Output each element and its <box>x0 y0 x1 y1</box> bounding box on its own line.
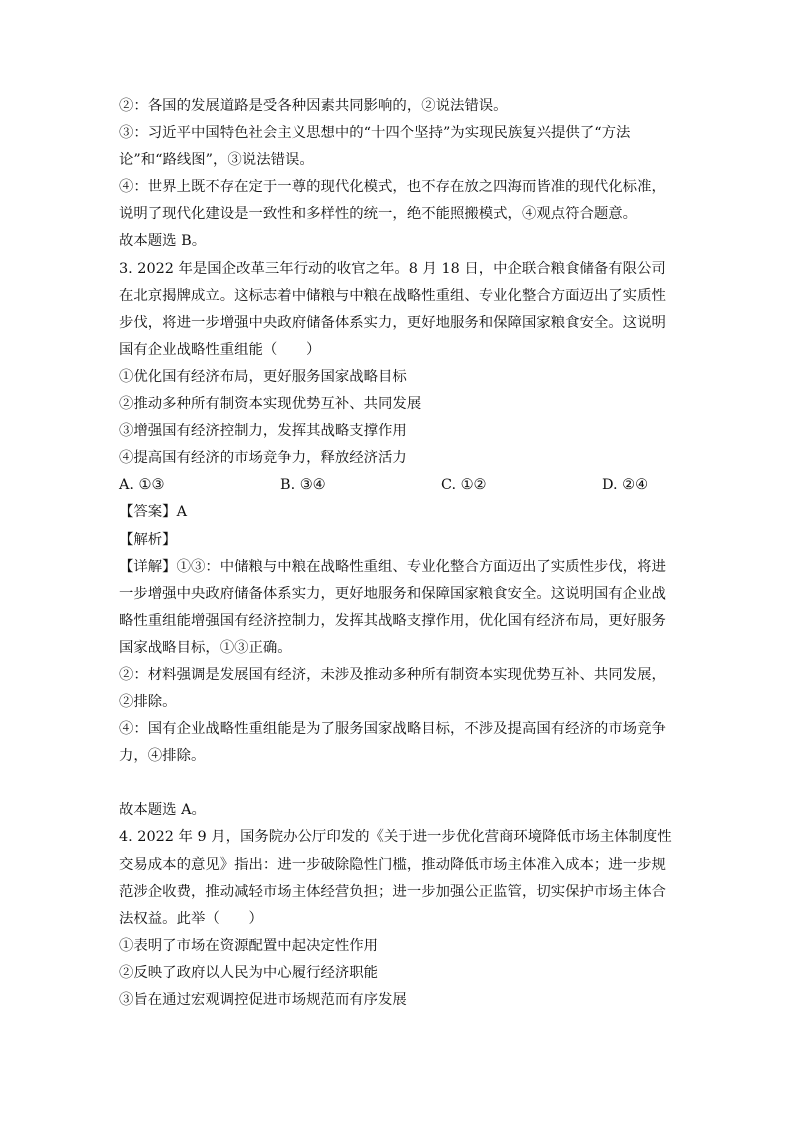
blank-line <box>119 770 679 797</box>
conclusion-q2: 故本题选 B。 <box>119 233 207 250</box>
analysis-line-3: ③：习近平中国特色社会主义思想中的“十四个坚持”为实现民族复兴提供了“方法论”和“路线图”，③说法错误。 <box>119 125 631 169</box>
document-body <box>119 93 679 1014</box>
q3-item-3: ③增强国有经济控制力，发挥其战略支撑作用 <box>119 423 407 440</box>
q3-option-a: A. ①③ <box>119 477 165 494</box>
q3-item-1: ①优化国有经济布局，更好服务国家战略目标 <box>119 368 407 385</box>
q3-item-4: ④提高国有经济的市场竞争力，释放经济活力 <box>119 450 407 467</box>
q3-option-b: B. ③④ <box>280 477 326 494</box>
q3-detail: 【详解】①③：中储粮与中粮在战略性重组、专业化整合方面迈出了实质性步伐，将进一步增强中央政府储备体系实力，更好地服务和保障国家粮食安全。这说明国有企业战略性重组能增强国有经济控制力，发挥其战略支撑作用，优化国有经济布局，更好服务国家战略目标，①③正确。 <box>119 558 666 656</box>
q4-item-2: ②反映了政府以人民为中心履行经济职能 <box>119 964 379 981</box>
q3-option-c: C. ①② <box>441 477 487 494</box>
q3-analysis-2: ②：材料强调是发展国有经济，未涉及推动多种所有制资本实现优势互补、共同发展，②排除。 <box>119 666 666 711</box>
q4-item-1: ①表明了市场在资源配置中起决定性作用 <box>119 937 379 954</box>
question-3-stem: 3. 2022 年是国企改革三年行动的收官之年。8 月 18 日，中企联合粮食储备有限公司在北京揭牌成立。这标志着中储粮与中粮在战略性重组、专业化整合方面迈出了实质性步伐，将进一步增强中央政府储备体系实力，更好地服务和保障国家粮食安全。这说明国有企业战略性重组能（ ） <box>119 260 666 358</box>
question-4-stem: 4. 2022 年 9 月，国务院办公厅印发的《关于进一步优化营商环境降低市场主体制度性交易成本的意见》指出：进一步破除隐性门槛，推动降低市场主体准入成本；进一步规范涉企收费，推动减轻市场主体经营负担；进一步加强公正监管，切实保护市场主体合法权益。此举（ ） <box>119 829 672 927</box>
q3-answer: 【答案】A <box>119 504 187 521</box>
analysis-line-4: ④：世界上既不存在定于一尊的现代化模式，也不存在放之四海而皆准的现代化标准，说明了现代化建设是一致性和多样性的统一，绝不能照搬模式，④观点符合题意。 <box>119 179 666 223</box>
q3-analysis-4: ④：国有企业战略性重组能是为了服务国家战略目标，不涉及提高国有经济的市场竞争力，④排除。 <box>119 721 666 765</box>
q3-option-d: D. ②④ <box>602 477 648 494</box>
q3-item-2: ②推动多种所有制资本实现优势互补、共同发展 <box>119 396 422 413</box>
q4-item-3: ③旨在通过宏观调控促进市场规范而有序发展 <box>119 992 407 1008</box>
analysis-line-2: ②：各国的发展道路是受各种因素共同影响的，②说法错误。 <box>119 98 508 114</box>
q3-analysis-label: 【解析】 <box>119 531 177 548</box>
q3-options <box>119 472 679 499</box>
conclusion-q3: 故本题选 A。 <box>119 802 206 819</box>
